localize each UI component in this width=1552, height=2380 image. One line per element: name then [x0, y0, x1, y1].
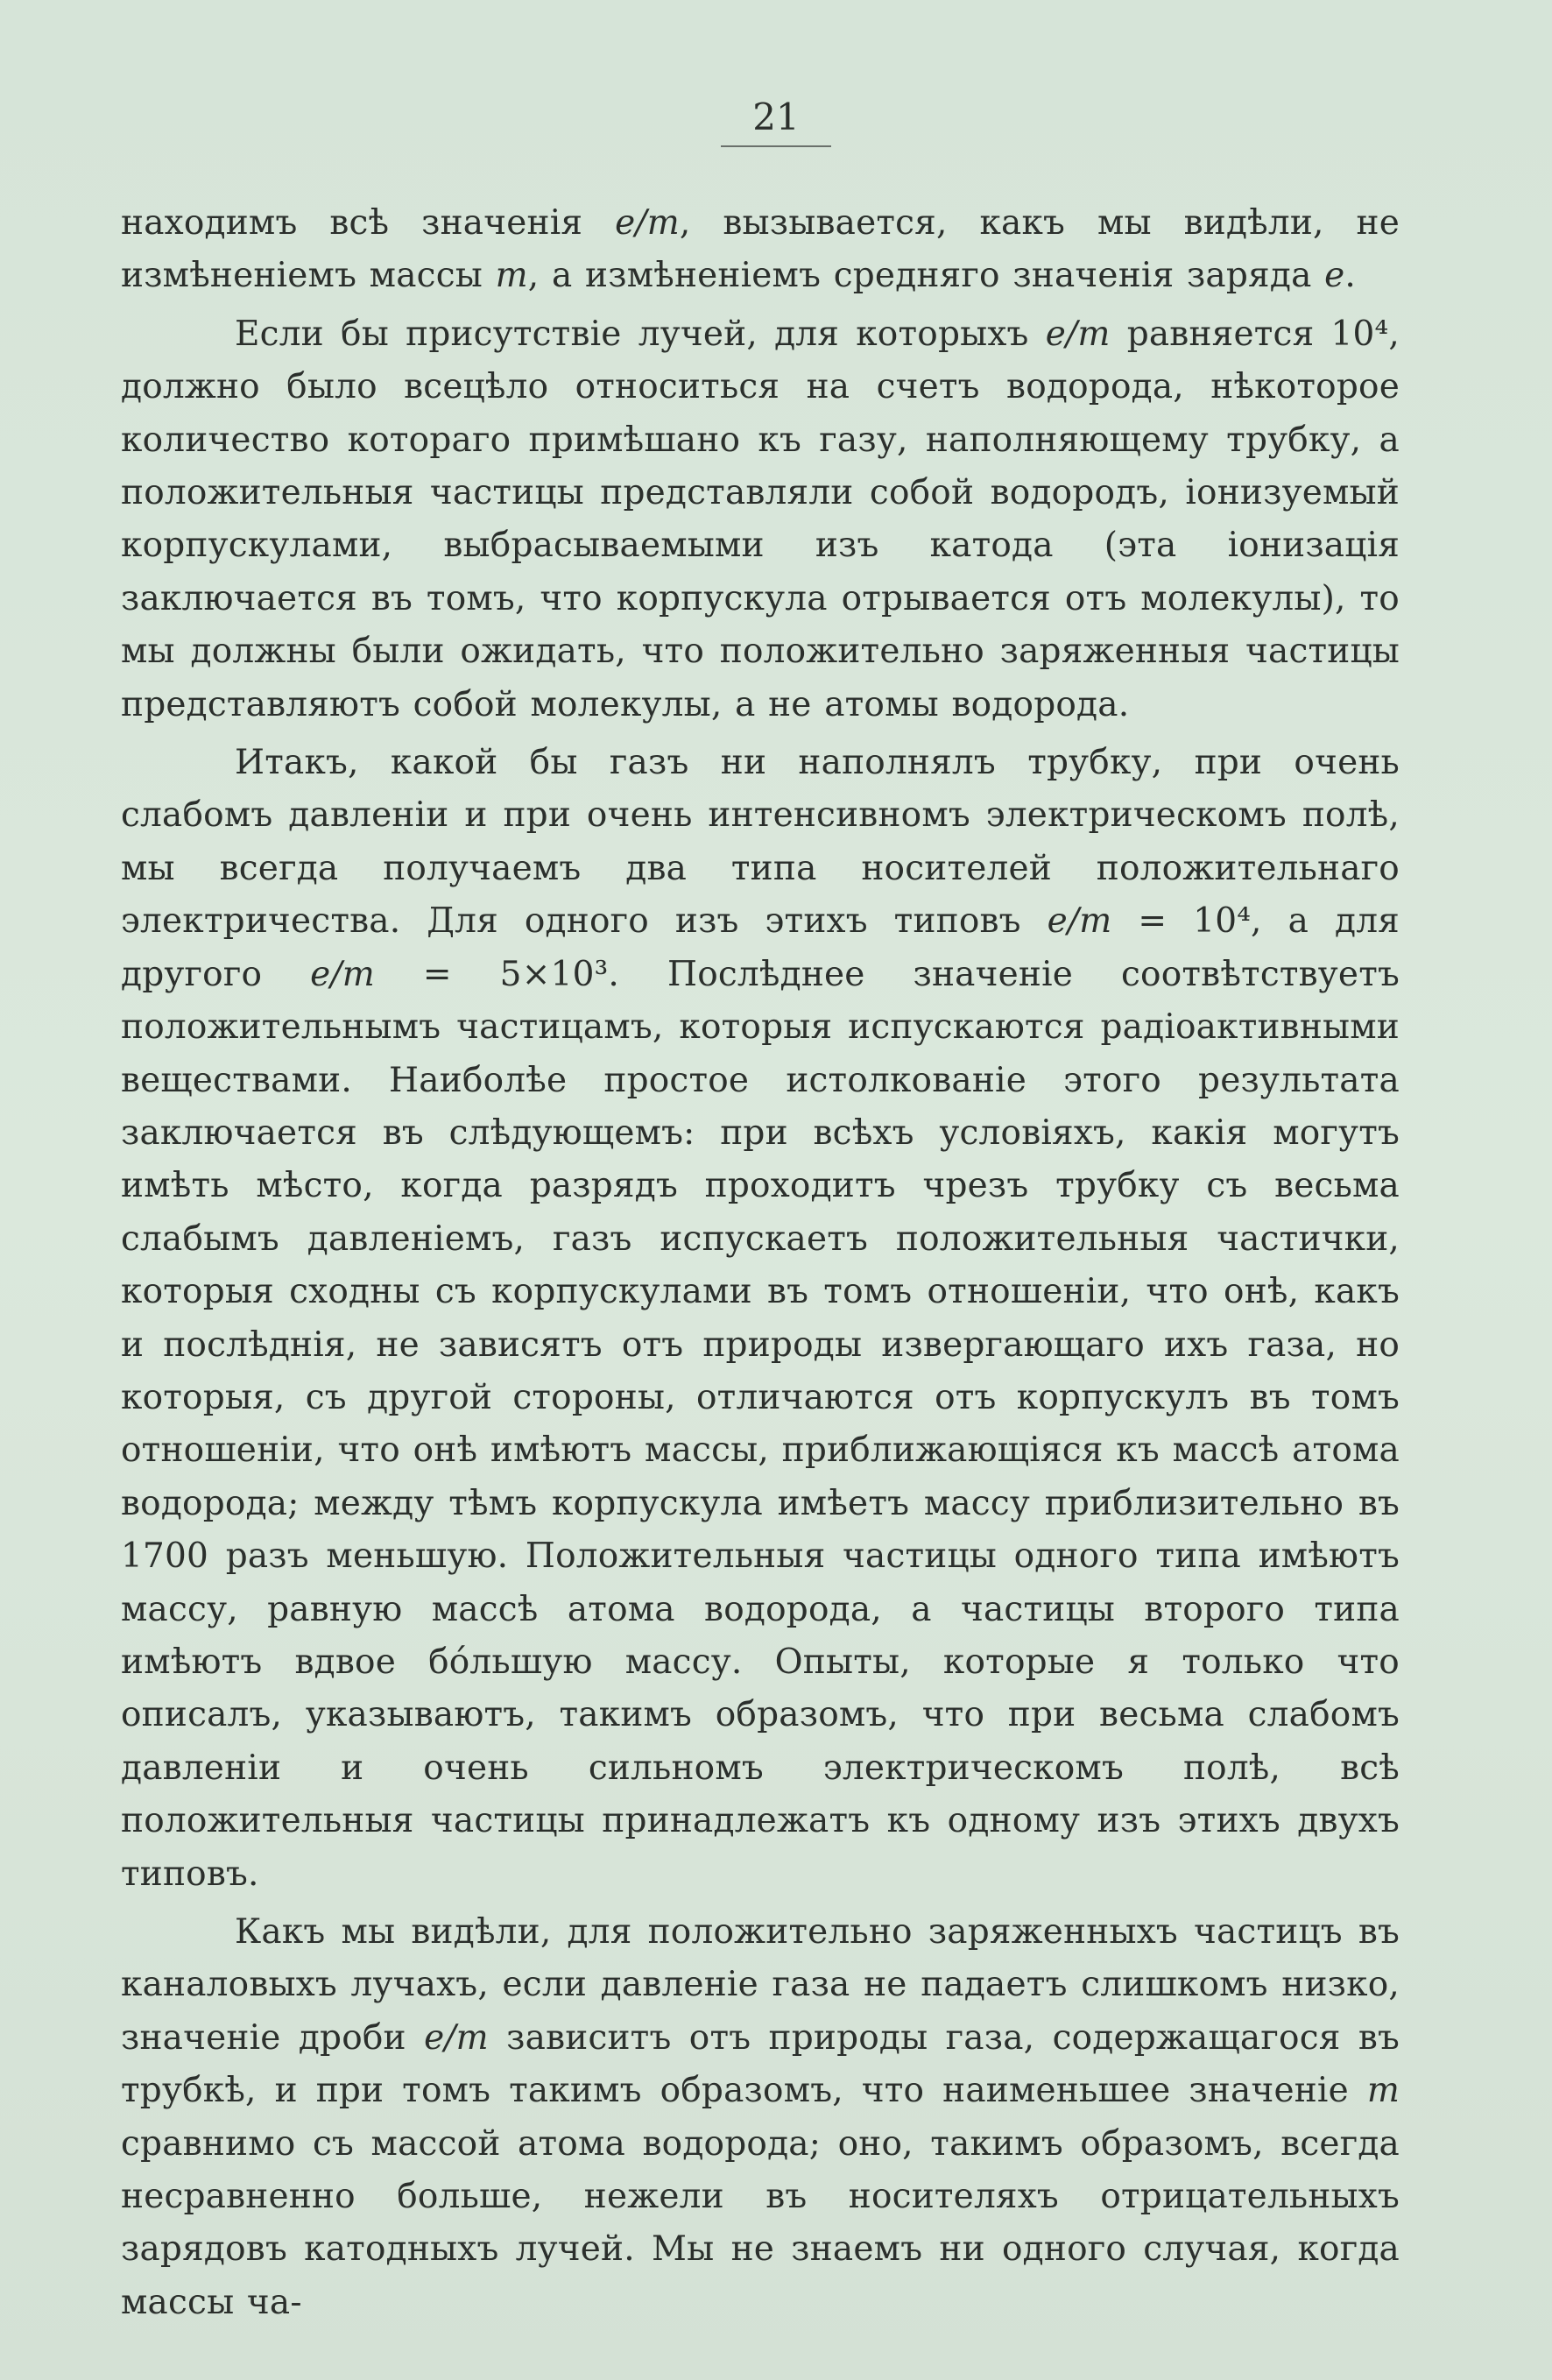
text-run: , а измѣненіемъ средняго значенія заряда [527, 256, 1325, 296]
text-run: = 10⁴, а для другого [121, 901, 1400, 994]
body-text [121, 197, 1400, 2334]
text-run: находимъ всѣ значенія [121, 203, 616, 243]
paragraph-4 [121, 1906, 1400, 2329]
text-run: Итакъ, какой бы газъ ни наполнялъ трубку, при очень слабомъ давленіи и при очень интенсивномъ электрическомъ полѣ, мы всегда получаемъ два типа носителей положительнаго электричества. Для одного изъ этихъ типовъ [121, 743, 1400, 942]
text-run: . [1344, 256, 1357, 296]
text-run: сравнимо съ массой атома водорода; оно, такимъ образомъ, всегда несравненно больше, нежели въ носителяхъ отрицательныхъ зарядовъ катодныхъ лучей. Мы не знаемъ ни одного случая, когда массы ча- [121, 2123, 1400, 2322]
text-run: Если бы присутствіе лучей, для которыхъ [235, 314, 1046, 354]
page-number: 21 [721, 95, 830, 147]
math-symbol: e/m [424, 2017, 489, 2058]
text-run: = 5×10³. Послѣднее значеніе соотвѣтствуетъ положительнымъ частицамъ, которыя испускаются радіоактивными веществами. Наиболѣе простое истолкованіе этого результата заключается въ слѣдующемъ: при всѣхъ условіяхъ, какія могутъ имѣть мѣсто, когда разрядъ проходитъ чрезъ трубку съ весьма слабымъ давленіемъ, газъ испускаетъ положительныя частички, которыя сходны съ корпускулами въ томъ отношеніи, что онѣ, какъ и послѣднія, не зависятъ отъ природы извергающаго ихъ газа, но которыя, съ другой стороны, отличаются отъ корпускулъ въ томъ отношеніи, что онѣ имѣютъ массы, приближающіяся къ массѣ атома водорода; между тѣмъ корпускула имѣетъ массу приблизительно въ 1700 разъ меньшую. Положительныя частицы одного типа имѣютъ массу, равную массѣ атома водорода, а частицы второго типа имѣютъ вдвое бо́льшую массу. Опыты, которые я только что описалъ, указываютъ, такимъ образомъ, что при весьма слабомъ давленіи и очень сильномъ электрическомъ полѣ, всѣ положительныя частицы принадлежатъ къ одному изъ этихъ двухъ типовъ. [121, 954, 1400, 1894]
text-run: равняется 10⁴, должно было всецѣло относиться на счетъ водорода, нѣкоторое количество котораго примѣшано къ газу, наполняющему трубку, а положительныя частицы представляли собой водородъ, іонизуемый корпускулами, выбрасываемыми изъ катода (эта іонизація заключается въ томъ, что корпускула отрывается отъ молекулы), то мы должны были ожидать, что положительно заряженныя частицы представляютъ собой молекулы, а не атомы водорода. [121, 314, 1400, 724]
math-symbol: m [1366, 2071, 1400, 2111]
paragraph-2 [121, 308, 1400, 731]
math-symbol: e/m [1045, 314, 1111, 354]
math-symbol: e [1324, 256, 1345, 296]
paragraph-3 [121, 737, 1400, 1901]
text-run: , вызывается, какъ мы видѣли, не измѣненіемъ массы [121, 203, 1400, 296]
math-symbol: m [495, 256, 528, 296]
math-symbol: e/m [615, 203, 680, 243]
page-header [0, 95, 1552, 147]
paragraph-1 [121, 197, 1400, 303]
math-symbol: e/m [310, 954, 375, 994]
math-symbol: e/m [1047, 901, 1112, 942]
text-run: Какъ мы видѣли, для положительно заряженныхъ частицъ въ каналовыхъ лучахъ, если давленіе газа не падаетъ слишкомъ низко, значеніе дроби [121, 1912, 1400, 2058]
text-run: зависитъ отъ природы газа, содержащагося въ трубкѣ, и при томъ такимъ образомъ, что наименьшее значеніе [121, 2017, 1400, 2111]
